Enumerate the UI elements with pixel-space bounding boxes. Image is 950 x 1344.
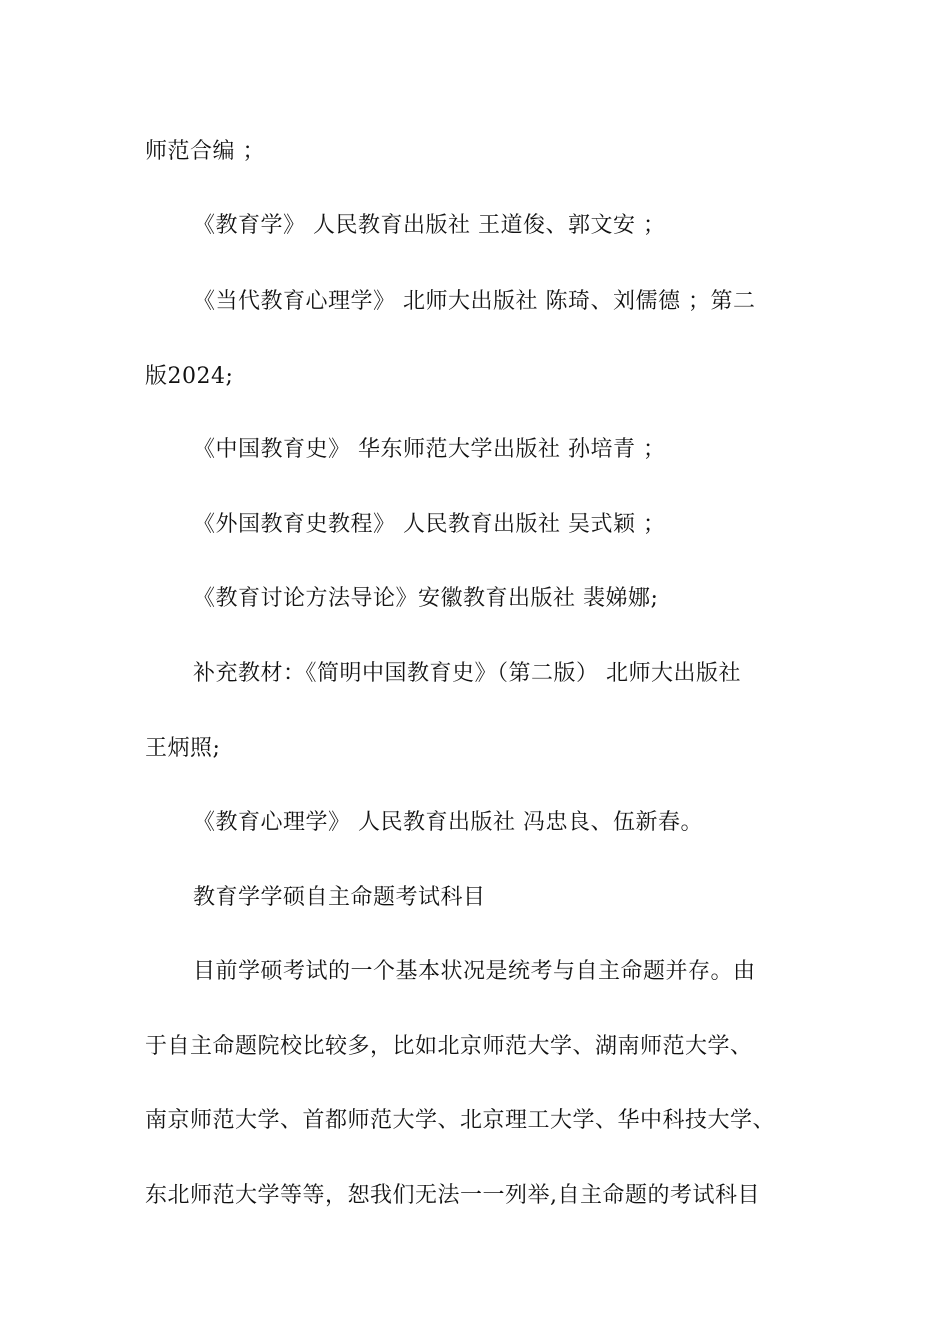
text-line: 《中国教育史》 华东师范大学出版社 孙培青 ； (193, 437, 666, 462)
text-line: 南京师范大学、首都师范大学、北京理工大学、华中科技大学、 (145, 1108, 776, 1133)
text-line: 《当代教育心理学》 北师大出版社 陈琦、刘儒德 ；第二 (193, 289, 756, 314)
text-line: 《外国教育史教程》 人民教育出版社 吴式颖 ； (193, 512, 666, 537)
text-line: 于自主命题院校比较多，比如北京师范大学、湖南师范大学、 (145, 1034, 753, 1059)
text-line: 目前学硕考试的一个基本状况是统考与自主命题并存。由 (193, 959, 756, 984)
text-line: 师范合编 ； (145, 139, 265, 164)
section-heading: 教育学学硕自主命题考试科目 (193, 885, 486, 910)
text-line: 《教育心理学》 人民教育出版社 冯忠良、伍新春。 (193, 810, 703, 835)
text-line: 《教育学》 人民教育出版社 王道俊、郭文安 ； (193, 213, 666, 238)
text-line: 版2024; (145, 364, 234, 389)
text-line: 王炳照; (145, 736, 221, 761)
text-line: 《教育讨论方法导论》安徽教育出版社 裴娣娜; (193, 586, 659, 611)
text-line: 补充教材：《简明中国教育史》（第二版） 北师大出版社 (193, 661, 741, 686)
text-line: 东北师范大学等等，恕我们无法一一列举,自主命题的考试科目 (145, 1183, 760, 1208)
